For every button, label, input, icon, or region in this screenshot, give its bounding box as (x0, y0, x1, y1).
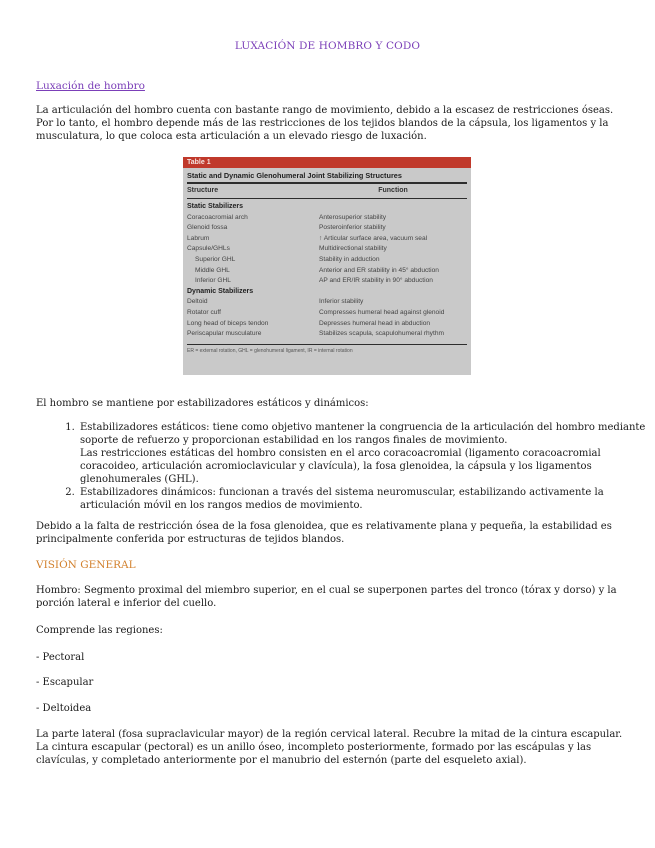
table-row (187, 297, 467, 308)
table-cell-structure: Static Stabilizers (187, 203, 244, 210)
table-body (183, 199, 471, 340)
column-header-function: Function (378, 186, 408, 194)
table-cell-function: Compresses humeral head against glenoid (319, 308, 445, 316)
list-item-text: Estabilizadores estáticos: tiene como objetivo mantener la congruencia de la articulación del hombro mediante soporte de refuerzo y proporcionan estabilidad en los rangos finales de movimiento. (80, 422, 646, 446)
intro-paragraph: La articulación del hombro cuenta con bastante rango de movimiento, debido a la escasez de restricciones óseas. Por lo tanto, el hombro depende más de las restricciones de los tejidos blandos de la cápsula, los ligamentos y la musculatura, lo que coloca esta articulación a un elevado riesgo de luxación. (36, 105, 614, 142)
stabilizers-intro: El hombro se mantiene por estabilizadores estáticos y dinámicos: (36, 398, 369, 409)
table-cell-structure: Superior GHL (195, 255, 236, 263)
table-cell-function: Anterosuperior stability (319, 213, 387, 221)
list-item-continuation: Las restricciones estáticas del hombro consisten en el arco coracoacromial (ligamento coracoacromial coracoideo, articulación acromioclavicular y clavícula), la fosa glenoidea, la cápsula y los ligamentos glenohumerales (GHL). (80, 448, 601, 485)
table-cell-function: AP and ER/IR stability in 90° abduction (319, 277, 433, 285)
stabilizers-list (58, 421, 646, 512)
table-cell-structure: Capsule/GHLs (187, 245, 230, 253)
table-cell-structure: Glenoid fossa (187, 224, 228, 232)
lateral-paragraph: La parte lateral (fosa supraclavicular mayor) de la región cervical lateral. Recubre la mitad de la cintura escapular. La cintura escapular (pectoral) es un anillo óseo, incompleto posteriormente, formado por las escápulas y las clavículas, y completado anteriormente por el manubrio del esternón (parte del esqueleto axial). (36, 729, 623, 766)
table-row (187, 213, 467, 224)
table-cell-function: Depresses humeral head in abduction (319, 319, 431, 327)
table-row (187, 266, 467, 277)
table-row (187, 319, 467, 330)
table-row (187, 234, 467, 245)
table-row (187, 255, 467, 266)
table-cell-function: Multidirectional stability (319, 245, 387, 253)
table-cell-function (319, 287, 467, 298)
table-cell-structure: Periscapular musculature (187, 330, 262, 338)
table-row (187, 276, 467, 287)
table-cell-structure: Coracoacromial arch (187, 213, 248, 221)
table-cell-function: ↑ Articular surface area, vacuum seal (319, 234, 428, 242)
table-cell-structure: Middle GHL (195, 266, 230, 274)
table-cell-structure: Deltoid (187, 298, 208, 306)
table-column-headers (183, 184, 471, 198)
table-cell-function: Posteroinferior stability (319, 224, 386, 232)
regions-intro: Comprende las regiones: (36, 625, 163, 636)
table-cell-function: Inferior stability (319, 298, 364, 306)
region-item: - Pectoral (36, 652, 85, 663)
section-heading-luxacion-hombro[interactable]: Luxación de hombro (36, 80, 145, 92)
region-item: - Deltoidea (36, 703, 92, 714)
table-cell-function (319, 202, 467, 213)
table-cell-structure: Inferior GHL (195, 277, 231, 285)
document-title: LUXACIÓN DE HOMBRO Y CODO (234, 40, 421, 52)
glenoid-paragraph: Debido a la falta de restricción ósea de la fosa glenoidea, que es relativamente plana y pequeña, la estabilidad es principalmente conferida por estructuras de tejidos blandos. (36, 521, 612, 545)
table-group-row (187, 202, 467, 213)
table-cell-function: Stabilizes scapula, scapulohumeral rhythm (319, 330, 444, 338)
table-cell-structure: Rotator cuff (187, 308, 221, 316)
list-item (78, 421, 646, 486)
table-row (187, 223, 467, 234)
table-cell-structure: Long head of biceps tendon (187, 319, 269, 327)
table-caption: Static and Dynamic Glenohumeral Joint Stabilizing Structures (187, 171, 402, 180)
list-item (78, 486, 646, 512)
table-cell-structure: Labrum (187, 234, 210, 242)
table-cell-structure: Dynamic Stabilizers (187, 287, 254, 295)
table-row (187, 329, 467, 340)
table-row (187, 308, 467, 319)
list-item-text: Estabilizadores dinámicos: funcionan a través del sistema neuromuscular, estabilizando activamente la articulación móvil en los rangos medios de movimiento. (80, 487, 604, 511)
table-cell-function: Stability in adduction (319, 255, 380, 263)
table-row (187, 244, 467, 255)
table-group-row (187, 287, 467, 298)
table-cell-function: Anterior and ER stability in 45° abduction (319, 266, 439, 274)
table-footnote: ER = external rotation, GHL = glenohumeral ligament, IR = internal rotation (187, 348, 353, 355)
stabilizers-table-figure (183, 157, 471, 375)
section-heading-vision-general: VISIÓN GENERAL (36, 559, 136, 571)
column-header-structure: Structure (187, 186, 219, 194)
region-item: - Escapular (36, 677, 94, 688)
table-label: Table 1 (183, 157, 471, 168)
hombro-paragraph: Hombro: Segmento proximal del miembro superior, en el cual se superponen partes del tronco (tórax y dorso) y la porción lateral e inferior del cuello. (36, 585, 617, 609)
